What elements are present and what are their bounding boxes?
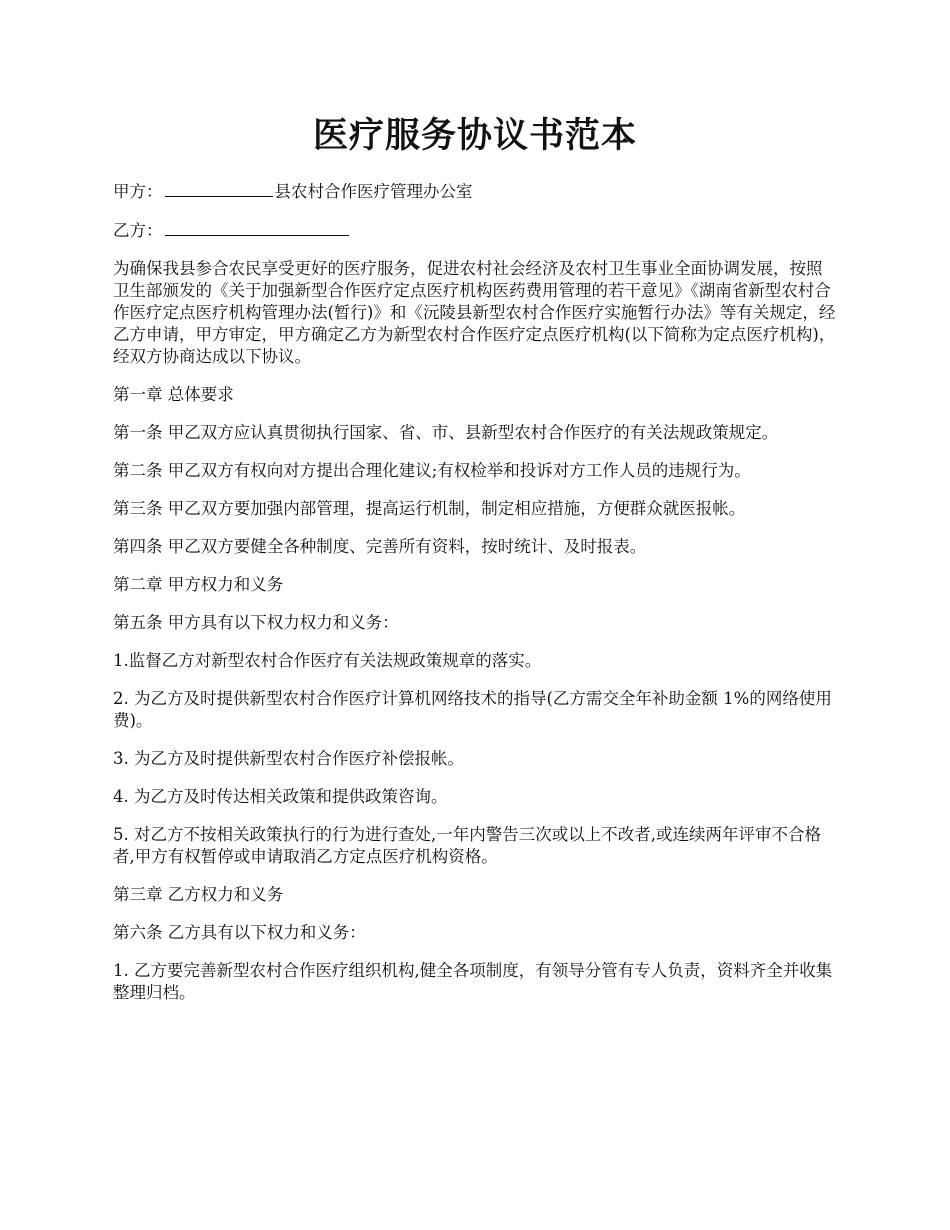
article-6: 第六条 乙方具有以下权力和义务： xyxy=(113,923,366,942)
article-5-item-2: 2. 为乙方及时提供新型农村合作医疗计算机网络技术的指导(乙方需交全年补助金额 1%的网络使用费)。 xyxy=(113,689,832,730)
party-b-blank xyxy=(165,219,349,236)
article-1: 第一条 甲乙双方应认真贯彻执行国家、省、市、县新型农村合作医疗的有关法规政策规定。 xyxy=(113,423,779,442)
document-title: 医疗服务协议书范本 xyxy=(312,115,637,156)
party-a-line xyxy=(113,180,838,203)
party-a-label: 甲方： xyxy=(113,182,163,201)
party-b-label: 乙方： xyxy=(113,221,163,240)
party-a-blank xyxy=(165,180,273,197)
chapter-2-heading: 第二章 甲方权力和义务 xyxy=(113,575,284,594)
document-body xyxy=(113,180,838,1020)
article-3: 第三条 甲乙双方要加强内部管理，提高运行机制，制定相应措施，方便群众就医报帐。 xyxy=(113,499,746,518)
article-5-item-3: 3. 为乙方及时提供新型农村合作医疗补偿报帐。 xyxy=(113,749,464,768)
party-a-suffix: 县农村合作医疗管理办公室 xyxy=(274,182,473,201)
preamble-paragraph: 为确保我县参合农民享受更好的医疗服务，促进农村社会经济及农村卫生事业全面协调发展，按照卫生部颁发的《关于加强新型合作医疗定点医疗机构医药费用管理的若干意见》《湖南省新型农村合作医疗定点医疗机构管理办法(暂行)》和《沅陵县新型农村合作医疗实施暂行办法》等有关规定，经乙方申请，甲方审定，甲方确定乙方为新型农村合作医疗定点医疗机构(以下简称为定点医疗机构)，经双方协商达成以下协议。 xyxy=(113,259,836,366)
chapter-3-heading: 第三章 乙方权力和义务 xyxy=(113,885,284,904)
party-b-line xyxy=(113,219,838,242)
chapter-1-heading: 第一章 总体要求 xyxy=(113,385,234,404)
article-2: 第二条 甲乙双方有权向对方提出合理化建议;有权检举和投诉对方工作人员的违规行为。 xyxy=(113,461,751,480)
article-5: 第五条 甲方具有以下权力权力和义务： xyxy=(113,613,399,632)
article-5-item-5: 5. 对乙方不按相关政策执行的行为进行查处,一年内警告三次或以上不改者,或连续两年评审不合格者,甲方有权暂停或申请取消乙方定点医疗机构资格。 xyxy=(113,825,821,866)
article-5-item-1: 1.监督乙方对新型农村合作医疗有关法规政策规章的落实。 xyxy=(113,651,542,670)
article-6-item-1: 1. 乙方要完善新型农村合作医疗组织机构,健全各项制度，有领导分管有专人负责，资料齐全并收集整理归档。 xyxy=(113,961,833,1002)
article-4: 第四条 甲乙双方要健全各种制度、完善所有资料，按时统计、及时报表。 xyxy=(113,537,647,556)
article-5-item-4: 4. 为乙方及时传达相关政策和提供政策咨询。 xyxy=(113,787,448,806)
